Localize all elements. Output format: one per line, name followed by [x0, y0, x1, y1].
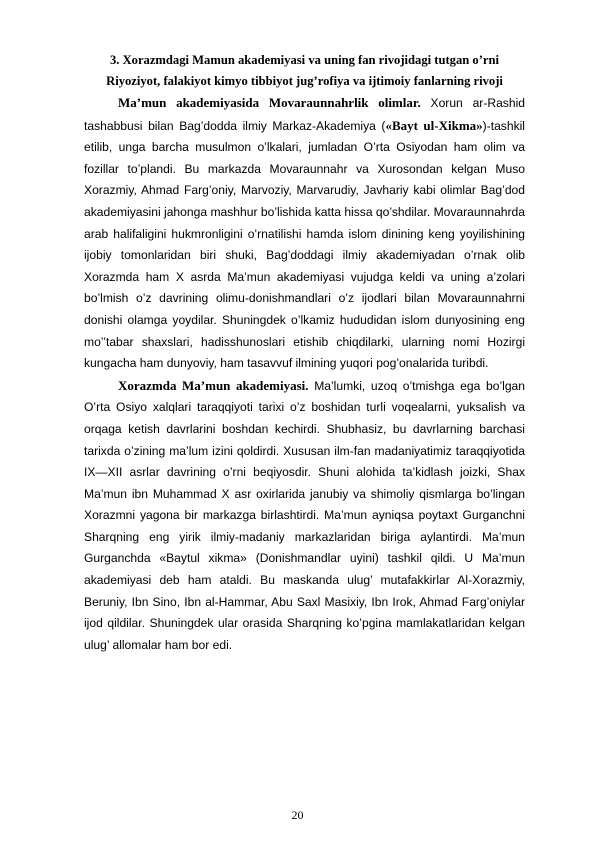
paragraph-lead-1: Ma’mun akademiyasida Movaraunnahrlik olimlar.: [118, 95, 421, 110]
paragraph-mamun-academy-scholars: [84, 92, 525, 375]
paragraph-khorezm-mamun-academy: [84, 375, 525, 657]
document-page: [84, 50, 525, 656]
section-heading-line-1: 3. Xorazmdagi Mamun akademiyasi va uning fan rivojidagi tutgan o’rni: [109, 53, 500, 67]
paragraph-text-1a: Xorun ar-Rashid tashabbusi bilan Bag’dodda ilmiy Markaz-Akademiya (: [84, 96, 525, 133]
page-number: 20: [291, 808, 304, 822]
paragraph-text-2: Ma’lumki, uzoq o’tmishga ega bo’lgan O’rta Osiyo xalqlari taraqqiyoti tarixi o’z boshidan turli voqealarni, yuksalish va orqaga ketish davrlarini boshdan kechirdi. Shubhasiz, bu davrlarning barchasi tarixda o’zining ma’lum izini qoldirdi. Xususan ilm-fan madaniyatimiz taraqqiyotida IX—XII asrlar davrining o’rni beqiyosdir. Shuni alohida ta’kidlash joizki, Shax Ma’mun ibn Muhammad X asr oxirlarida janubiy va shimoliy qismlarga bo’lingan Xorazmni yagona bir markazga birlashtirdi. Ma’mun ayniqsa poytaxt Gurganchni Sharqning eng yirik ilmiy-madaniy markazlaridan biriga aylantirdi. Ma’mun Gurganchda «Baytul xikma» (Donishmandlar uyini) tashkil qildi. U Ma’mun akademiyasi deb ham ataldi. Bu maskanda ulug’ mutafakkirlar Al-Xorazmiy, Beruniy, Ibn Sino, Ibn al-Hammar, Abu Saxl Masixiy, Ibn Irok, Ahmad Farg’oniylar ijod qildilar. Shuningdek ular orasida Sharqning ko’pgina mamlakatlaridan kelgan ulug’ allomalar ham bor edi.: [84, 378, 525, 652]
bayt-ul-xikma-term: «Bayt ul-Xikma»: [385, 117, 483, 133]
paragraph-text-1b: )-tashkil etilib, unga barcha musulmon o’lkalari, jumladan O’rta Osiyodan ham olim va fozillar to’plandi. Bu markazda Movaraunnahr va Xurosondan kelgan Muso Xorazmiy, Ahmad Farg’oniy, Marvoziy, Marvarudiy, Javhariy kabi olimlar Bag’dod akademiyasini jahonga mashhur bo’lishida katta hissa qo’shdilar. Movaraunnahrda arab halifaligini hukmronligini o’rnatilishi hamda islom dinining keng yoyilishining ijobiy tomonlaridan biri shuki, Bag’doddagi ilmiy akademiyadan o’rnak olib Xorazmda ham X asrda Ma’mun akademiyasi vujudga keldi va uning a’zolari bo’lmish o’z davrining olimu-donishmandlari o’z ijodlari bilan Movaraunnahrni donishi olamga yoydilar. Shuningdek o’lkamiz hududidan islom dunyosining eng mo’’tabar shaxslari, hadisshunoslari etishib chiqdilarki, ularning nomi Hozirgi kungacha ham dunyoviy, ham tasavvuf ilmining yuqori pog’onalarida turibdi.: [84, 118, 525, 371]
paragraph-lead-2: Xorazmda Ma’mun akademiyasi.: [118, 377, 309, 393]
section-heading-line-2: Riyoziyot, falakiyot kimyo tibbiyot jug’rofiya va ijtimoiy fanlarning rivoji: [106, 74, 503, 88]
